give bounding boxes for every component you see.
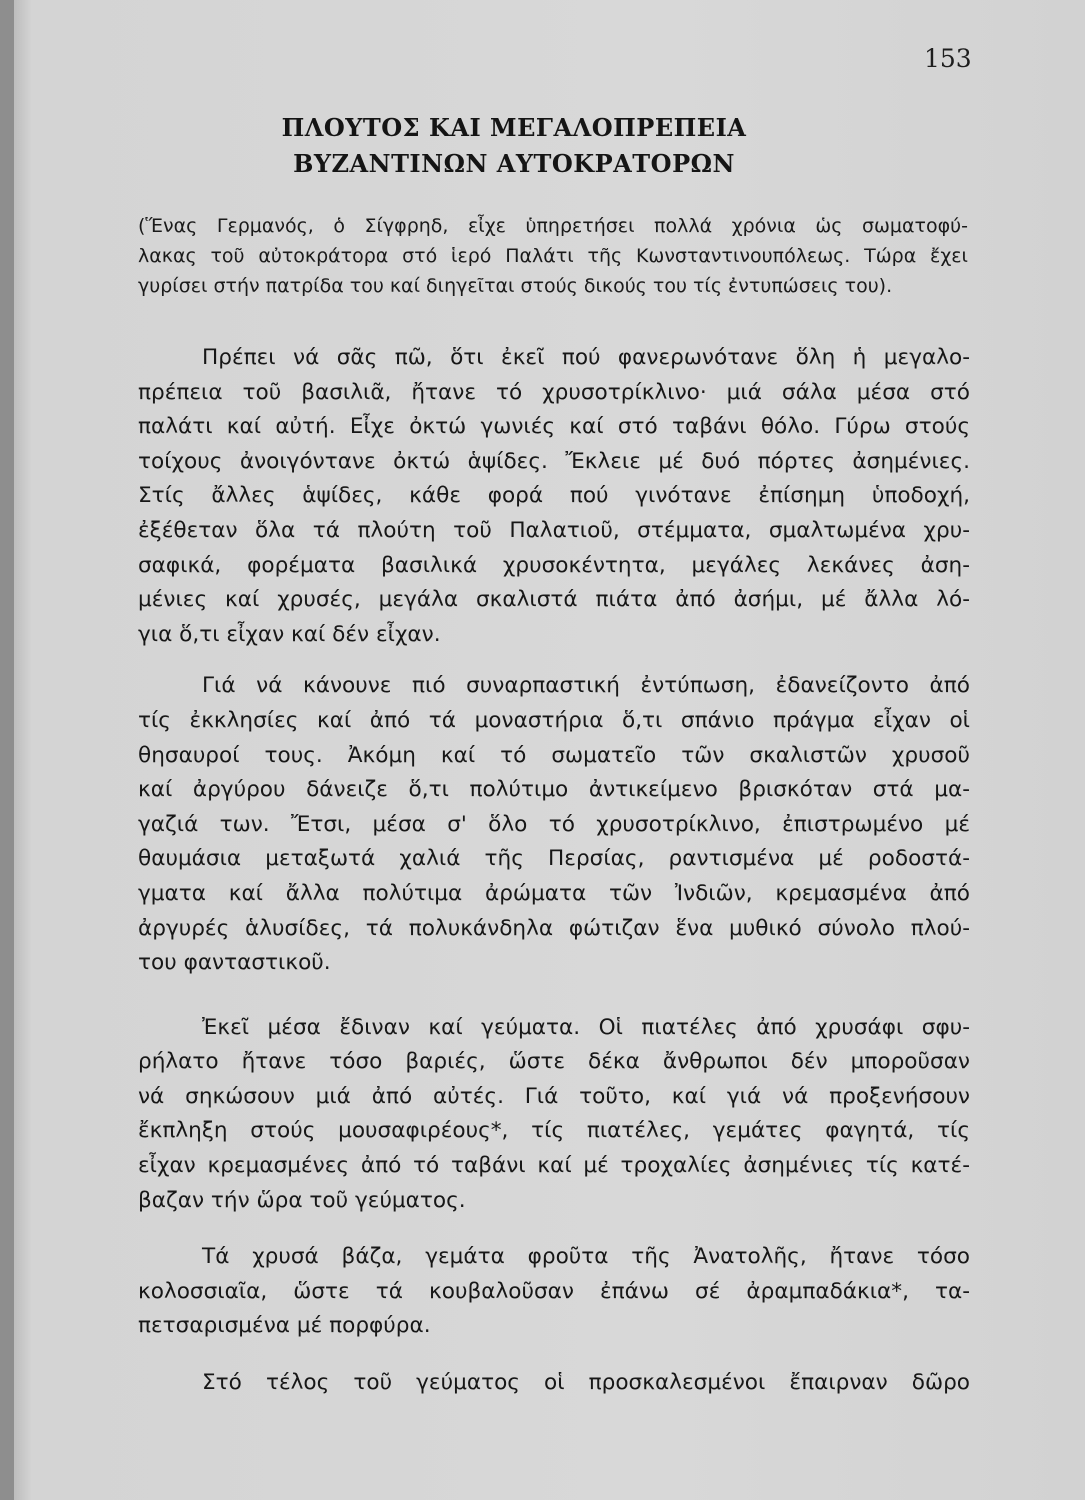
text-line: Ἐκεῖ μέσα ἔδιναν καί γεύματα. Οἱ πιατέλες ἀπό χρυσάφι σφυ- [202,1014,970,1040]
paragraph [138,1011,970,1219]
text-line: ἀργυρές ἁλυσίδες, τά πολυκάνδηλα φώτιζαν ἕνα μυθικό σύνολο πλού- [138,915,970,941]
intro-line: (Ἕνας Γερμανός, ὁ Σίγφρηδ, εἶχε ὑπηρετήσει πολλά χρόνια ὡς σωματοφύ- [138,215,968,237]
text-line: Γιά νά κάνουνε πιό συναρπαστική ἐντύπωση, ἐδανείζοντο ἀπό [202,673,970,699]
text-line: ἔκπληξη στούς μουσαφιρέους*, τίς πιατέλες, γεμάτες φαγητά, τίς [138,1118,970,1144]
paragraph [138,341,970,652]
chapter-title [114,110,914,182]
text-line: Στό τέλος τοῦ γεύματος οἱ προσκαλεσμένοι ἔπαιρναν δῶρο [202,1370,970,1396]
text-line: Στίς ἄλλες ἁψίδες, κάθε φορά πού γινότανε ἐπίσημη ὑποδοχή, [138,483,970,509]
intro-line: λακας τοῦ αὐτοκράτορα στό ἱερό Παλάτι τῆς Κωνσταντινουπόλεως. Τώρα ἔχει [138,245,968,267]
text-line: μένιες καί χρυσές, μεγάλα σκαλιστά πιάτα ἀπό ἀσήμι, μέ ἄλλα λό- [138,587,970,613]
intro-note [138,211,968,301]
text-line: τοίχους ἀνοιγόντανε ὀκτώ ἁψίδες. Ἔκλειε μέ δυό πόρτες ἀσημένιες. [138,448,970,474]
text-line: πρέπεια τοῦ βασιλιᾶ, ἤτανε τό χρυσοτρίκλινο· μιά σάλα μέσα στό [138,379,970,405]
text-line: για ὅ,τι εἶχαν καί δέν εἶχαν. [138,621,441,647]
paragraph [138,1366,970,1401]
text-line: Πρέπει νά σᾶς πῶ, ὅτι ἐκεῖ πού φανερωνότανε ὅλη ἡ μεγαλο- [202,345,970,370]
text-line: βαζαν τήν ὥρα τοῦ γεύματος. [138,1187,466,1213]
body-text [138,341,970,1401]
text-line: τίς ἐκκλησίες καί ἀπό τά μοναστήρια ὅ,τι σπάνιο πράγμα εἶχαν οἱ [138,707,970,733]
text-line: γαζιά των. Ἔτσι, μέσα σ' ὅλο τό χρυσοτρίκλινο, ἐπιστρωμένο μέ [138,811,970,837]
text-line: θησαυροί τους. Ἀκόμη καί τό σωματεῖο τῶν σκαλιστῶν χρυσοῦ [138,742,970,768]
book-page [14,0,1085,1500]
text-line: θαυμάσια μεταξωτά χαλιά τῆς Περσίας, ραντισμένα μέ ροδοστά- [138,846,970,872]
intro-line: γυρίσει στήν πατρίδα του καί διηγεῖται στούς δικούς του τίς ἐντυπώσεις του). [138,275,893,297]
paragraph [138,1240,970,1344]
text-line: καί ἀργύρου δάνειζε ὅ,τι πολύτιμο ἀντικείμενο βρισκόταν στά μα- [138,777,970,803]
page-number: 153 [924,44,972,73]
text-line: του φανταστικοῦ. [138,950,331,976]
title-line: ΒΥΖΑΝΤΙΝΩΝ ΑΥΤΟΚΡΑΤΟΡΩΝ [293,149,735,178]
text-line: εἶχαν κρεμασμένες ἀπό τό ταβάνι καί μέ τροχαλίες ἀσημένιες τίς κατέ- [138,1153,970,1179]
text-line: νά σηκώσουν μιά ἀπό αὐτές. Γιά τοῦτο, καί γιά νά προξενήσουν [138,1083,970,1109]
paragraph [138,669,970,980]
text-line: παλάτι καί αὐτή. Εἶχε ὀκτώ γωνιές καί στό ταβάνι θόλο. Γύρω στούς [138,414,970,440]
title-line: ΠΛΟΥΤΟΣ ΚΑΙ ΜΕΓΑΛΟΠΡΕΠΕΙΑ [281,113,747,142]
text-line: σαφικά, φορέματα βασιλικά χρυσοκέντητα, μεγάλες λεκάνες ἀση- [138,552,970,578]
text-line: ρήλατο ἤτανε τόσο βαριές, ὥστε δέκα ἄνθρωποι δέν μποροῦσαν [138,1049,970,1075]
text-line: πετσαρισμένα μέ πορφύρα. [138,1313,431,1339]
text-line: Τά χρυσά βάζα, γεμάτα φροῦτα τῆς Ἀνατολῆς, ἤτανε τόσο [202,1244,970,1270]
text-line: κολοσσιαῖα, ὥστε τά κουβαλοῦσαν ἐπάνω σέ ἀραμπαδάκια*, τα- [138,1278,970,1304]
text-line: ἐξέθεταν ὅλα τά πλούτη τοῦ Παλατιοῦ, στέμματα, σμαλτωμένα χρυ- [138,517,970,543]
text-line: γματα καί ἄλλα πολύτιμα ἀρώματα τῶν Ἰνδιῶν, κρεμασμένα ἀπό [138,880,970,906]
